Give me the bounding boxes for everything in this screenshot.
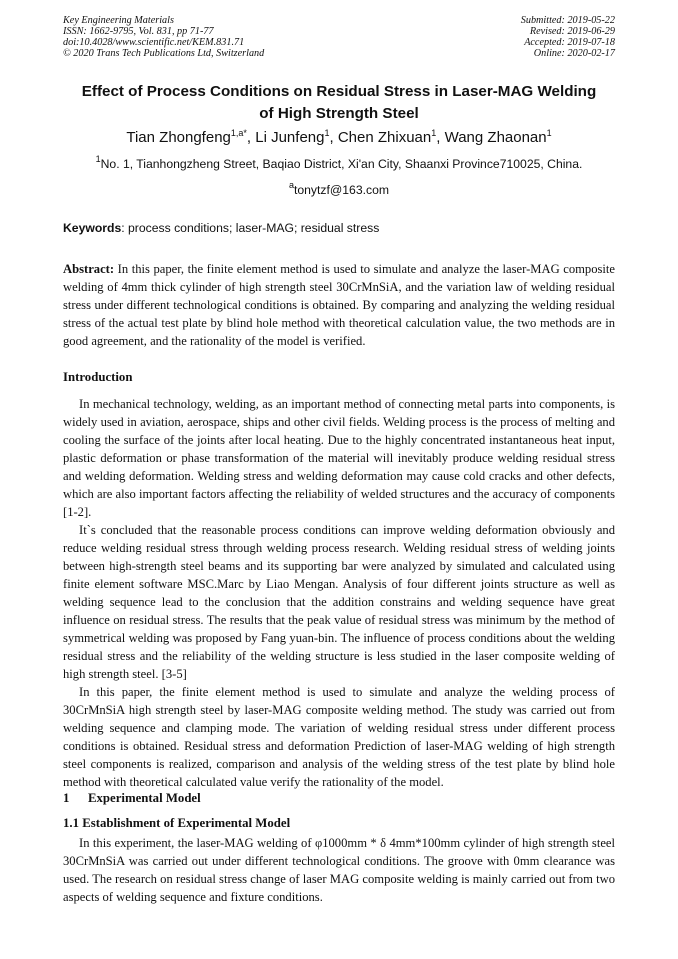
section-1-1-body [63,834,615,906]
keywords-label: Keywords [63,221,122,235]
journal-header [63,15,264,59]
author-name: Li Junfeng [255,129,325,146]
author-name: Chen Zhixuan [337,129,432,146]
abstract-label: Abstract: [63,262,115,276]
email-mark: a [288,180,294,190]
author-separator: , [329,129,338,146]
intro-paragraph: It`s concluded that the reasonable process conditions can improve welding deformation obviously and reduce welding residual stress through welding process research. Welding residual stress of welding joints between high-strength steel beams and its supporting bar were analyzed by simulated and calculated using finite element software MSC.Marc by Liao Mengan. Analysis of four different joints structure as well as welding sequence lead to the conclusion that the addition constrains and welding sequence have great influence on residual stress. The results that the peak value of residual stress was minimum by the method of symmetrical welding was proposed by Fang yuan-bin. The influence of process conditions about the welding residual stress and the reliability of the welding structure is less studied in the laser composite welding of high strength steel. [3-5] [63,523,615,681]
revised-date: Revised: 2019-06-29 [529,26,615,37]
affiliation-mark: 1 [95,154,101,164]
copyright-line: © 2020 Trans Tech Publications Ltd, Switzerland [63,48,265,59]
keywords [63,220,615,236]
abstract-text: In this paper, the finite element method is used to simulate and analyze the laser-MAG composite welding of 4mm thick cylinder of high strength steel 30CrMnSiA, and the variation law of welding residual stress under different technological conditions is obtained. By comparing and analyzing the welding residual stress of the actual test plate by blind hole method with theoretical calculation value, the two methods are in good agreement, and the rationality of the model is verified. [63,262,615,348]
author-affiliation-mark: 1 [546,128,552,138]
author-separator: , [436,129,445,146]
author-name: Wang Zhaonan [444,129,547,146]
author-separator: , [246,129,256,146]
author-affiliation-mark: 1,a* [230,128,247,138]
section-1-1-heading: 1.1 Establishment of Experimental Model [63,816,291,830]
issn-line: ISSN: 1662-9795, Vol. 831, pp 71-77 [63,26,214,37]
section-1-1-paragraph: In this experiment, the laser-MAG welding of φ1000mm * δ 4mm*100mm cylinder of high strength steel 30CrMnSiA was carried out under different technological conditions. The groove with 0mm clearance was used. The research on residual stress change of laser MAG composite welding is mainly carried out from two aspects of welding sequence and fixture conditions. [63,836,615,904]
journal-name: Key Engineering Materials [63,15,174,26]
intro-paragraph: In this paper, the finite element method is used to simulate and analyze the welding process of 30CrMnSiA high strength steel by laser-MAG composite welding method. The study was carried out from welding sequence and clamping mode. The variation of welding residual stress under different process conditions is obtained. Residual stress and deformation Prediction of laser-MAG welding of high strength steel components is realized, comparison and analysis of the welding stress of the test plate by blind hole method with theoretical calculated value verify the rationality of the model. [63,685,615,789]
section-1-heading [63,790,201,806]
author-list [63,128,615,148]
section-1-number: 1 [63,791,70,805]
affiliation [63,156,615,172]
keywords-text: : process conditions; laser-MAG; residual stress [121,221,380,235]
section-1-title: Experimental Model [88,791,201,805]
doi-line: doi:10.4028/www.scientific.net/KEM.831.71 [63,37,245,48]
paper-title [63,81,615,125]
title-line-1: Effect of Process Conditions on Residual Stress in Laser-MAG Welding [81,83,597,100]
introduction-body [63,395,615,791]
accepted-date: Accepted: 2019-07-18 [524,37,615,48]
dates-header [521,15,615,59]
online-date: Online: 2020-02-17 [533,48,615,59]
affiliation-text: No. 1, Tianhongzheng Street, Baqiao District, Xi'an City, Shaanxi Province710025, China. [100,157,583,171]
title-line-2: of High Strength Steel [259,105,419,122]
author-name: Tian Zhongfeng [126,129,231,146]
introduction-heading: Introduction [63,370,133,384]
email-address[interactable]: tonytzf@163.com [293,183,390,197]
abstract [63,260,615,350]
corresponding-email [63,182,615,198]
submitted-date: Submitted: 2019-05-22 [520,15,615,26]
author-affiliation-mark: 1 [431,128,437,138]
intro-paragraph: In mechanical technology, welding, as an important method of connecting metal parts into components, is widely used in aviation, aerospace, ships and other civil fields. Welding process is the process of melting and cooling the surface of the joints after local heating. Due to the highly concentrated instantaneous heat input, plastic deformation or phase transformation of the material will inevitably produce welding residual stress and welding deformation. Welding stress and welding deformation may cause cold cracks and other defects, which are also important factors affecting the reliability of welded structures and the accuracy of components [1-2]. [63,397,615,519]
author-affiliation-mark: 1 [324,128,330,138]
